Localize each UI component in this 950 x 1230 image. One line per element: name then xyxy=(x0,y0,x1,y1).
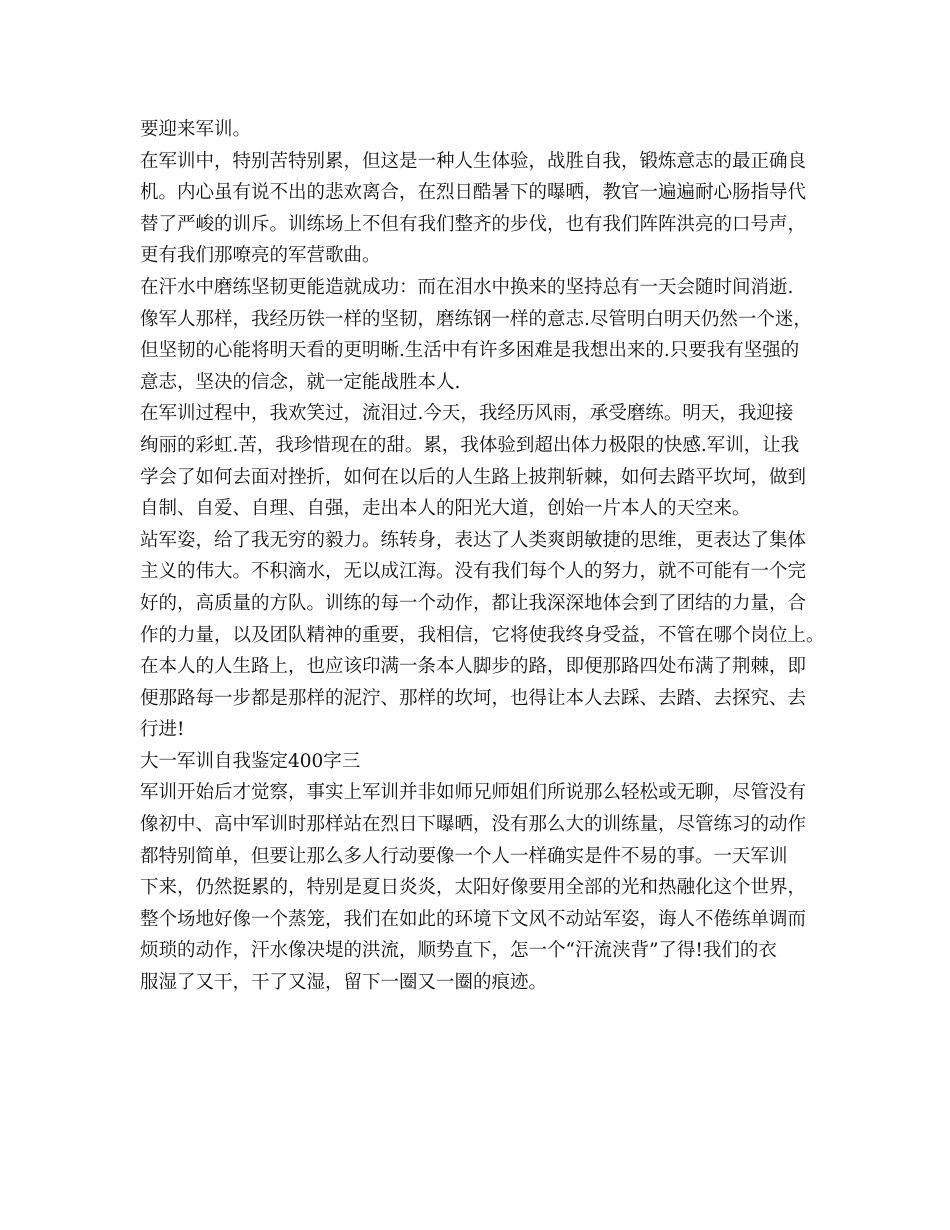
text-line: 要迎来军训。 xyxy=(140,119,252,140)
text-line: 便那路每一步都是那样的泥泞、那样的坎坷，也得让本人去踩、去踏、去探究、去 xyxy=(140,687,807,709)
text-line: 在本人的人生路上，也应该印满一条本人脚步的路，即便那路四处布满了荆棘，即 xyxy=(140,656,807,678)
text-line: 行进! xyxy=(140,719,185,741)
text-line: 下来，仍然挺累的，特别是夏日炎炎，太阳好像要用全部的光和热融化这个世界， xyxy=(140,877,807,899)
text-line: 自制、自爱、自理、自强，走出本人的阳光大道，创始一片本人的天空来。 xyxy=(140,498,751,520)
text-line: 替了严峻的训斥。训练场上不但有我们整齐的步伐，也有我们阵阵洪亮的口号声， xyxy=(140,213,807,235)
text-line: 在军训中，特别苦特别累，但这是一种人生体验，战胜自我，锻炼意志的最正确良 xyxy=(140,150,807,172)
text-line: 学会了如何去面对挫折，如何在以后的人生路上披荆斩棘，如何去踏平坎坷，做到 xyxy=(140,466,807,488)
text-line: 像初中、高中军训时那样站在烈日下曝晒，没有那么大的训练量，尽管练习的动作 xyxy=(140,814,807,836)
text-line: 机。内心虽有说不出的悲欢离合，在烈日酷暑下的曝晒，教官一遍遍耐心肠指导代 xyxy=(140,182,807,204)
text-line: 像军人那样，我经历铁一样的坚韧，磨练钢一样的意志.尽管明白明天仍然一个迷， xyxy=(140,308,812,330)
text-line: 烦琐的动作，汗水像决堤的洪流，顺势直下，怎一个“汗流浃背”了得!我们的衣 xyxy=(140,940,777,962)
text-line: 服湿了又干，干了又湿，留下一圈又一圈的痕迹。 xyxy=(140,972,548,994)
text-line: 在军训过程中，我欢笑过，流泪过.今天，我经历风雨，承受磨练。明天，我迎接 xyxy=(140,403,794,425)
text-line: 在汗水中磨练坚韧更能造就成功：而在泪水中换来的坚持总有一天会随时间消逝. xyxy=(140,276,794,298)
text-line: 都特别简单，但要让那么多人行动要像一个人一样确实是件不易的事。一天军训 xyxy=(140,845,788,867)
text-line: 绚丽的彩虹.苦，我珍惜现在的甜。累，我体验到超出体力极限的快感.军训，让我 xyxy=(140,434,800,456)
text-line: 但坚韧的心能将明天看的更明晰.生活中有许多困难是我想出来的.只要我有坚强的 xyxy=(140,340,800,362)
text-line: 作的力量，以及团队精神的重要，我相信，它将使我终身受益，不管在哪个岗位上。 xyxy=(140,624,825,646)
text-line: 军训开始后才觉察，事实上军训并非如师兄师姐们所说那么轻松或无聊，尽管没有 xyxy=(140,782,807,804)
text-line: 意志，坚决的信念，就一定能战胜本人. xyxy=(140,371,461,393)
text-line: 主义的伟大。不积滴水，无以成江海。没有我们每个人的努力，就不可能有一个完 xyxy=(140,561,807,583)
text-line: 站军姿，给了我无穷的毅力。练转身，表达了人类爽朗敏捷的思维，更表达了集体 xyxy=(140,529,807,551)
text-line: 整个场地好像一个蒸笼，我们在如此的环境下文风不动站军姿，诲人不倦练单调而 xyxy=(140,908,807,930)
text-line: 好的，高质量的方队。训练的每一个动作，都让我深深地体会到了团结的力量，合 xyxy=(140,592,807,614)
text-line: 更有我们那嘹亮的军营歌曲。 xyxy=(140,245,381,267)
section-heading: 大一军训自我鉴定400字三 xyxy=(140,750,361,772)
document-body xyxy=(140,114,825,999)
